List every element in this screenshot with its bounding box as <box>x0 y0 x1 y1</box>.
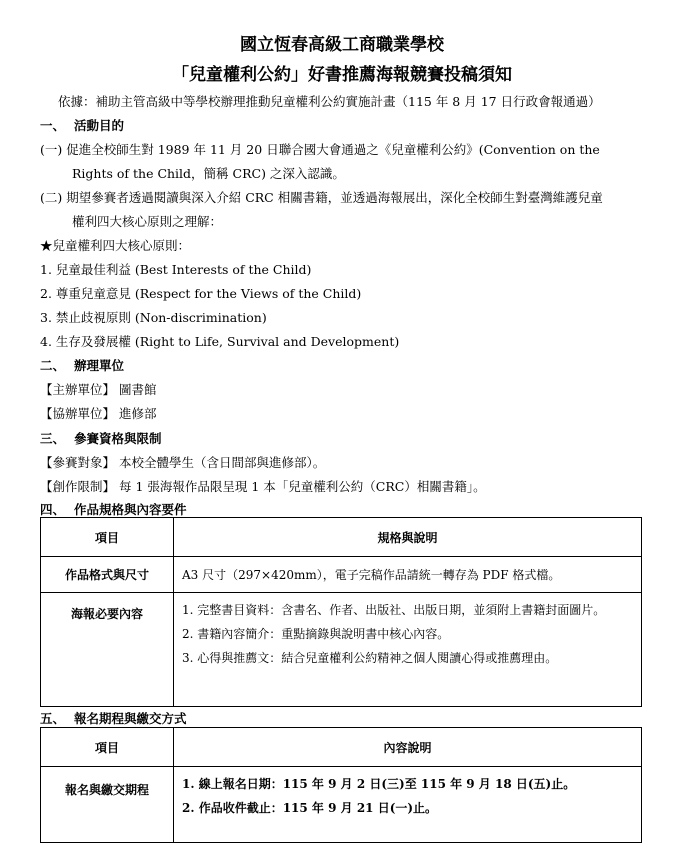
purpose-2-line-1: (二) 期望參賽者透過閱讀與深入介紹 CRC 相關書籍，並透過海報展出，深化全校師生對臺灣維護兒童 <box>40 190 603 205</box>
section-heading-5 <box>40 709 187 727</box>
purpose-1-line-1: (一) 促進全校師生對 1989 年 11 月 20 日聯合國大會通過之《兒童權利公約》(Convention on the <box>40 142 600 157</box>
column-header: 項目 <box>41 518 174 557</box>
purpose-2-line-2: 權利四大核心原則之理解： <box>72 214 223 229</box>
section-number: 一、 <box>40 118 66 133</box>
section-number: 四、 <box>40 502 66 517</box>
section-heading-3 <box>40 429 162 447</box>
section-number: 二、 <box>40 358 66 373</box>
table-header-row <box>41 728 642 767</box>
list-item: 1. 完整書目資料：含書名、作者、出版社、出版日期，並須附上書籍封面圖片。 <box>182 603 606 617</box>
principle-item: 3. 禁止歧視原則 (Non-discrimination) <box>40 310 267 325</box>
co-host-unit: 【協辦單位】 進修部 <box>40 406 157 421</box>
principles-heading: ★兒童權利四大核心原則： <box>40 238 191 253</box>
section-heading-4 <box>40 500 187 518</box>
row-value <box>174 593 642 707</box>
section-heading-1 <box>40 116 124 134</box>
column-header: 內容說明 <box>174 728 642 767</box>
row-key: 海報必要內容 <box>41 593 174 707</box>
document-title: 「兒童權利公約」好書推薦海報競賽投稿須知 <box>172 65 512 85</box>
eligibility-target: 【參賽對象】 本校全體學生（含日間部與進修部）。 <box>40 455 326 470</box>
section-title: 參賽資格與限制 <box>74 431 162 446</box>
section-title: 報名期程與繳交方式 <box>74 711 187 726</box>
table-row <box>41 767 642 843</box>
table-header-row <box>41 518 642 557</box>
list-item: 1. 線上報名日期：115 年 9 月 2 日(三)至 115 年 9 月 18 日(五)止。 <box>182 777 576 791</box>
section-number: 五、 <box>40 711 66 726</box>
spec-table <box>40 517 642 707</box>
section-number: 三、 <box>40 431 66 446</box>
list-item: 2. 作品收件截止：115 年 9 月 21 日(一)止。 <box>182 801 438 815</box>
purpose-1-line-2: Rights of the Child，簡稱 CRC) 之深入認識。 <box>72 166 345 181</box>
list-item: 2. 書籍內容簡介：重點摘錄與說明書中核心內容。 <box>182 627 450 641</box>
column-header: 規格與說明 <box>174 518 642 557</box>
row-key: 報名與繳交期程 <box>41 767 174 843</box>
row-value: A3 尺寸（297×420mm），電子完稿作品請統一轉存為 PDF 格式檔。 <box>174 557 642 593</box>
schedule-table <box>40 727 642 843</box>
list-item: 3. 心得與推薦文：結合兒童權利公約精神之個人閱讀心得或推薦理由。 <box>182 651 558 665</box>
school-title: 國立恆春高級工商職業學校 <box>240 35 444 55</box>
section-heading-2 <box>40 356 124 374</box>
section-title: 活動目的 <box>74 118 125 133</box>
table-row <box>41 593 642 707</box>
row-key: 作品格式與尺寸 <box>41 557 174 593</box>
creation-limit: 【創作限制】 每 1 張海報作品限呈現 1 本「兒童權利公約（CRC）相關書籍」。 <box>40 479 486 494</box>
principle-item: 1. 兒童最佳利益 (Best Interests of the Child) <box>40 262 312 277</box>
principle-item: 2. 尊重兒童意見 (Respect for the Views of the Child) <box>40 286 362 301</box>
column-header: 項目 <box>41 728 174 767</box>
basis-statement: 依據：補助主管高級中等學校辦理推動兒童權利公約實施計畫（115 年 8 月 17 日行政會報通過） <box>58 94 601 109</box>
row-value <box>174 767 642 843</box>
host-unit: 【主辦單位】 圖書館 <box>40 382 157 397</box>
section-title: 作品規格與內容要件 <box>74 502 187 517</box>
table-row <box>41 557 642 593</box>
section-title: 辦理單位 <box>74 358 125 373</box>
principle-item: 4. 生存及發展權 (Right to Life, Survival and Development) <box>40 334 400 349</box>
